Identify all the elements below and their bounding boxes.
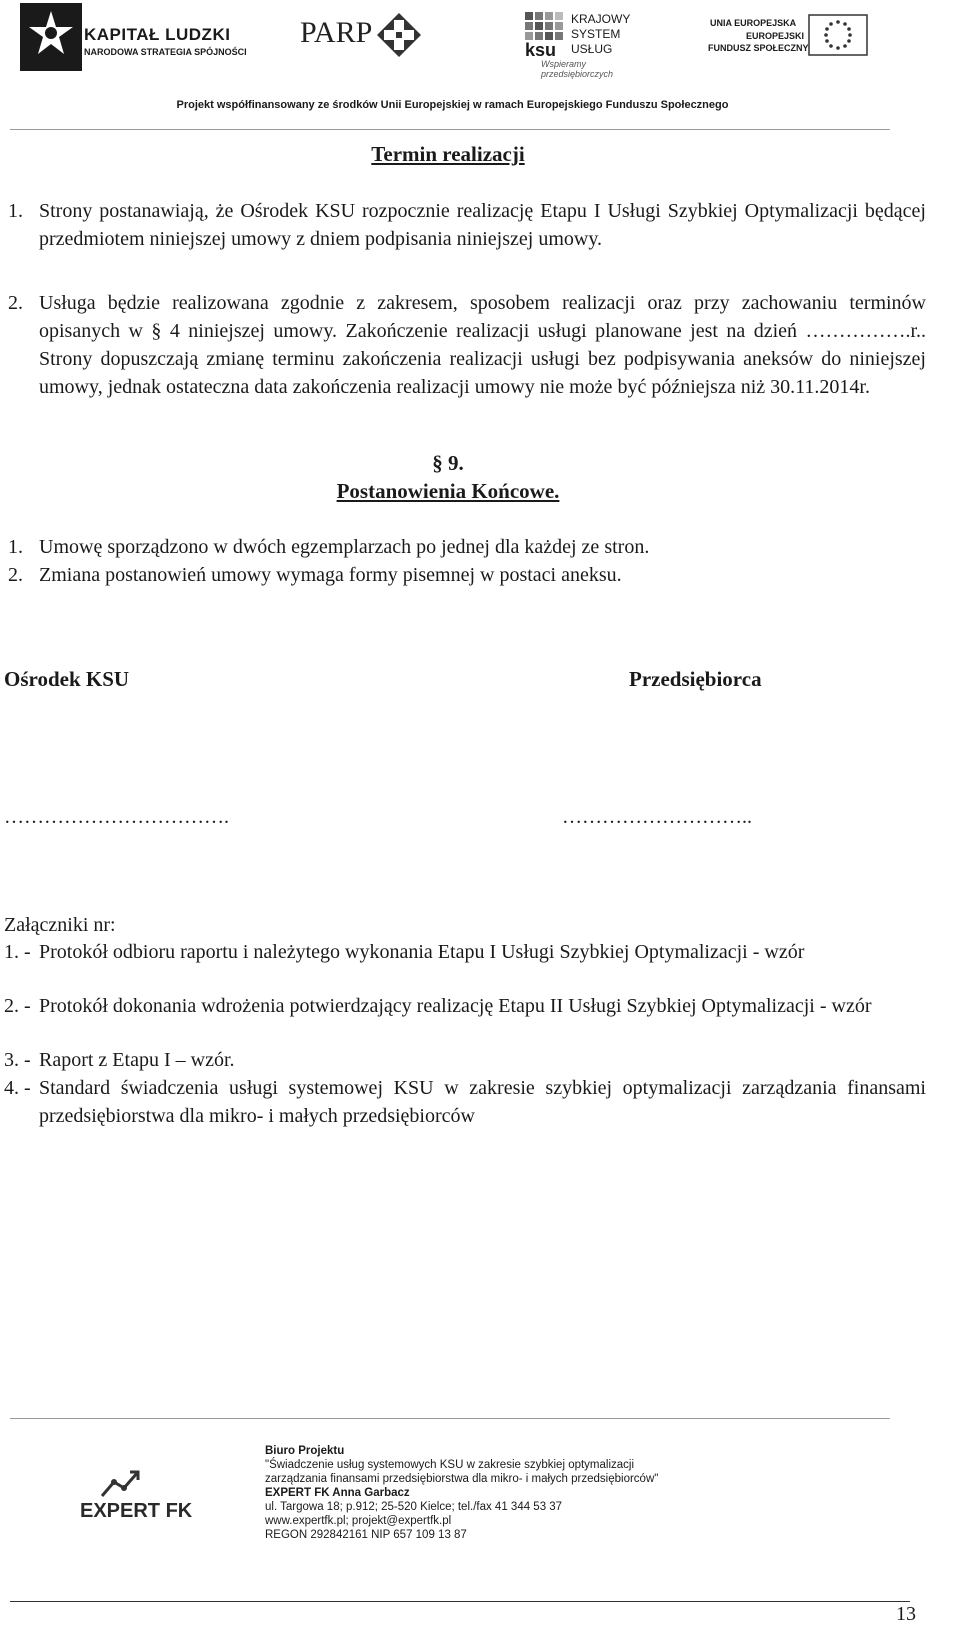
termin-item-1-text: Strony postanawiają, że Ośrodek KSU rozpocznie realizację Etapu I Usługi Szybkiej Optymalizacji będącej przedmiotem niniejszej umowy z dniem podpisania niniejszej umowy. xyxy=(39,200,926,250)
eu-line-1: UNIA EUROPEJSKA xyxy=(710,18,797,28)
attachment-item-3 xyxy=(4,1046,926,1074)
termin-item-1 xyxy=(8,197,926,253)
footer-line-2: "Świadczenie usług systemowych KSU w zakresie szybkiej optymalizacji xyxy=(265,1459,635,1471)
header-rule xyxy=(10,129,890,130)
footer-line-4: EXPERT FK Anna Garbacz xyxy=(265,1487,410,1499)
attachment-item-3-number: 3. - xyxy=(4,1049,31,1071)
ksu-logo xyxy=(525,12,655,79)
footer-rule xyxy=(10,1418,890,1419)
kapital-ludzki-subtitle: NARODOWA STRATEGIA SPÓJNOŚCI xyxy=(84,47,247,57)
footer-line-5: ul. Targowa 18; p.912; 25-520 Kielce; tel./fax 41 344 53 37 xyxy=(265,1501,563,1513)
ksu-slogan: Wspieramy przedsiębiorczych xyxy=(541,59,614,79)
attachment-item-4-number: 4. - xyxy=(4,1077,31,1099)
attachment-item-1-number: 1. - xyxy=(4,941,31,963)
paragraph-number: § 9. xyxy=(432,451,464,475)
kapital-ludzki-emblem-icon xyxy=(20,3,82,71)
attachment-item-1 xyxy=(4,938,926,966)
attachment-item-4 xyxy=(4,1074,926,1130)
signature-left-line: ……………………………. xyxy=(4,806,229,828)
expert-fk-logo xyxy=(80,1462,200,1522)
attachment-item-1-text: Protokół odbioru raportu i należytego wykonania Etapu I Usługi Szybkiej Optymalizacji - wzór xyxy=(39,941,805,963)
eu-line-3: FUNDUSZ SPOŁECZNY xyxy=(708,43,809,53)
signature-left-label: Ośrodek KSU xyxy=(4,667,130,691)
footer-line-3: zarządzania finansami przedsiębiorstwa dla mikro- i małych przedsiębiorców" xyxy=(265,1473,659,1485)
attachment-item-2 xyxy=(4,992,926,1020)
termin-item-2 xyxy=(8,289,926,401)
final-item-2 xyxy=(8,561,926,589)
eu-logo xyxy=(700,14,870,60)
attachment-item-3-text: Raport z Etapu I – wzór. xyxy=(39,1049,235,1071)
signature-right-label: Przedsiębiorca xyxy=(629,667,762,691)
ksu-line-2: SYSTEM xyxy=(571,27,621,41)
attachment-item-2-number: 2. - xyxy=(4,995,31,1017)
final-item-1-text: Umowę sporządzono w dwóch egzemplarzach po jednej dla każdej ze stron. xyxy=(39,536,650,558)
termin-item-1-number: 1. xyxy=(8,200,23,222)
cofinance-note: Projekt współfinansowany ze środków Unii Europejskiej w ramach Europejskiego Funduszu Społecznego xyxy=(176,99,729,111)
final-item-1-number: 1. xyxy=(8,536,23,558)
parp-emblem-icon xyxy=(376,12,422,58)
ksu-grid-icon xyxy=(525,12,565,42)
eu-flag-icon xyxy=(808,14,868,56)
footer-line-6: www.expertfk.pl; projekt@expertfk.pl xyxy=(265,1515,452,1527)
kapital-ludzki-title: KAPITAŁ LUDZKI xyxy=(84,25,231,44)
kapital-ludzki-logo xyxy=(20,3,270,73)
footer-line-1: Biuro Projektu xyxy=(265,1445,345,1457)
ksu-line-3: USŁUG xyxy=(571,42,613,56)
signature-right-line: ……………………….. xyxy=(562,806,752,828)
parp-logo xyxy=(300,12,430,62)
final-item-2-text: Zmiana postanowień umowy wymaga formy pisemnej w postaci aneksu. xyxy=(39,564,622,586)
footer-line-7: REGON 292842161 NIP 657 109 13 87 xyxy=(265,1529,467,1541)
header-logos xyxy=(0,0,960,120)
page-number: 13 xyxy=(896,1603,916,1625)
final-item-2-number: 2. xyxy=(8,564,23,586)
bottom-rule xyxy=(10,1601,910,1602)
ksu-line-1: KRAJOWY xyxy=(571,12,631,26)
termin-item-2-number: 2. xyxy=(8,292,23,314)
final-item-1 xyxy=(8,533,926,561)
expert-fk-emblem-icon xyxy=(94,1462,164,1500)
section-title-termin: Termin realizacji xyxy=(371,142,525,166)
expert-fk-wordmark: EXPERT FK xyxy=(80,1500,193,1522)
attachment-item-4-text: Standard świadczenia usługi systemowej KSU w zakresie szybkiej optymalizacji zarządzania finansami przedsiębiorstwa dla mikro- i małych przedsiębiorców xyxy=(39,1077,926,1127)
footer-address-block xyxy=(265,1444,658,1542)
parp-wordmark: PARP xyxy=(300,16,373,49)
termin-item-2-text: Usługa będzie realizowana zgodnie z zakresem, sposobem realizacji oraz przy zachowaniu terminów opisanych w § 4 niniejszej umowy. Zakończenie realizacji usługi planowane jest na dzień …………….r.. Strony dopuszczają zmianę terminu zakończenia realizacji usługi bez podpisywania aneksów do niniejszej umowy, jednak ostateczna data zakończenia realizacji umowy nie może być późniejsza niż 30.11.2014r. xyxy=(39,292,926,398)
attachment-item-2-text: Protokół dokonania wdrożenia potwierdzający realizację Etapu II Usługi Szybkiej Optymalizacji - wzór xyxy=(39,995,872,1017)
eu-line-2: EUROPEJSKI xyxy=(746,31,805,41)
section-title-final: Postanowienia Końcowe. xyxy=(336,479,560,503)
attachments-label: Załączniki nr: xyxy=(4,914,116,936)
ksu-abbr: ksu xyxy=(525,40,557,60)
